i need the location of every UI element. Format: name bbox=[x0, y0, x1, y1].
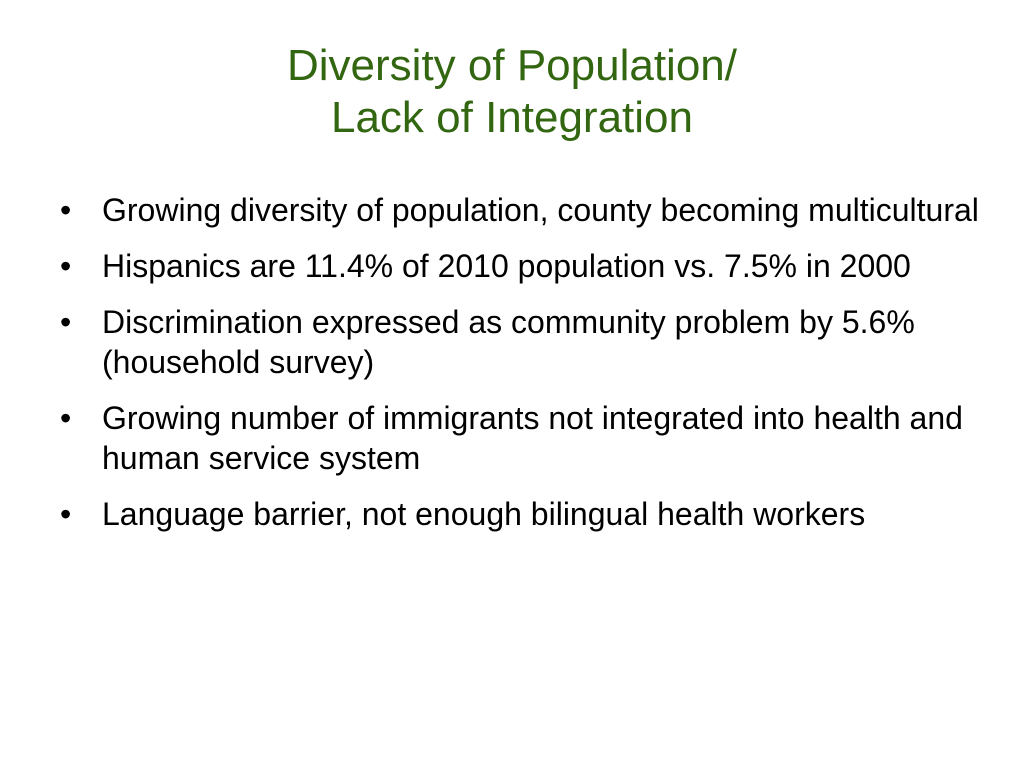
bullet-item-hispanics bbox=[60, 246, 980, 286]
bullet-text: Hispanics are 11.4% of 2010 population vs. 7.5% in 2000 bbox=[102, 248, 911, 284]
slide-title-line-2: Lack of Integration bbox=[330, 93, 693, 142]
slide-title bbox=[0, 40, 1024, 144]
bullet-item-language bbox=[60, 494, 980, 534]
bullet-text: Language barrier, not enough bilingual health workers bbox=[102, 496, 866, 532]
bullet-icon: • bbox=[60, 304, 72, 340]
bullet-icon: • bbox=[60, 248, 72, 284]
bullet-text: Discrimination expressed as community problem by 5.6% (household survey) bbox=[102, 304, 915, 380]
bullet-icon: • bbox=[60, 400, 72, 436]
bullet-list bbox=[60, 190, 980, 550]
bullet-icon: • bbox=[60, 192, 72, 228]
bullet-icon: • bbox=[60, 496, 72, 532]
bullet-text: Growing diversity of population, county becoming multicultural bbox=[102, 192, 979, 228]
bullet-item-immigrants bbox=[60, 398, 980, 478]
bullet-text: Growing number of immigrants not integrated into health and human service system bbox=[102, 400, 963, 476]
bullet-item-diversity bbox=[60, 190, 980, 230]
bullet-item-discrimination bbox=[60, 302, 980, 382]
slide-title-line-1: Diversity of Population/ bbox=[287, 41, 737, 90]
